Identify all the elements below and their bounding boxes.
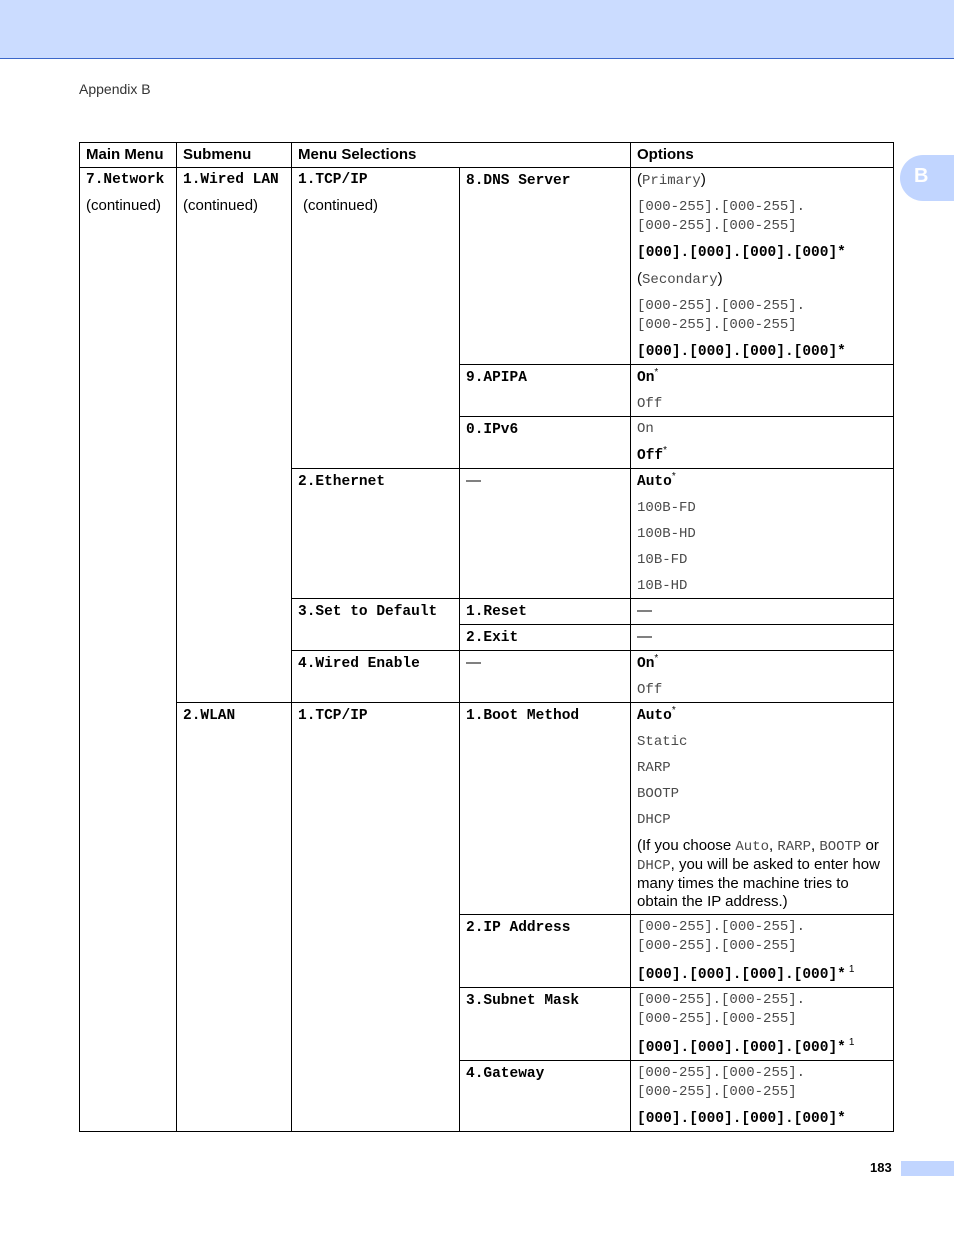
- header-main-menu: Main Menu: [80, 143, 177, 168]
- top-band: [0, 0, 954, 59]
- table-row: [80, 168, 894, 365]
- option-static: Static: [637, 734, 688, 750]
- selection-gateway: 4.Gateway: [466, 1066, 545, 1082]
- boot-method-note: (If you choose Auto, RARP, BOOTP or DHCP, you will be asked to enter how many times the machine tries to obtain the IP address.): [637, 837, 880, 910]
- selection-ethernet: 2.Ethernet: [298, 474, 386, 490]
- exit-options-cell: [631, 625, 894, 651]
- wlan-selection-cell: [292, 703, 460, 1132]
- reset-cell: [460, 599, 631, 625]
- selection-dns-server: 8.DNS Server: [466, 173, 571, 189]
- selection-tcpip: 1.TCP/IP: [298, 172, 368, 188]
- header-submenu: Submenu: [177, 143, 292, 168]
- submenu-wlan-cell: [177, 703, 292, 1132]
- option-dhcp: DHCP: [637, 812, 671, 828]
- apipa-cell: [460, 365, 631, 417]
- option-off-default: Off*: [637, 445, 668, 464]
- selection-wlan-tcpip: 1.TCP/IP: [298, 708, 368, 724]
- subnet-range-1: [000-255].[000-255].: [637, 992, 806, 1008]
- gateway-range-2: [000-255].[000-255]: [637, 1084, 797, 1100]
- dns-server-cell: [460, 168, 631, 365]
- subnet-default: [000].[000].[000].[000]* $^1$: [637, 1037, 855, 1056]
- main-menu-network: 7.Network: [86, 172, 165, 188]
- header-options: Options: [631, 143, 894, 168]
- option-bootp: BOOTP: [637, 786, 680, 802]
- option-off: Off: [637, 682, 663, 698]
- header-menu-selections: Menu Selections: [292, 143, 631, 168]
- selection-exit: 2.Exit: [466, 630, 519, 646]
- table-row: [80, 703, 894, 915]
- option-off: Off: [637, 396, 663, 412]
- gateway-range-1: [000-255].[000-255].: [637, 1065, 806, 1081]
- option-10b-hd: 10B-HD: [637, 578, 688, 594]
- dns-secondary-label: (Secondary): [637, 270, 723, 288]
- option-100b-hd: 100B-HD: [637, 526, 696, 542]
- continued-label: (continued): [86, 197, 162, 214]
- wired-enable-cell: [292, 651, 460, 703]
- running-header: Appendix B: [79, 81, 151, 97]
- selection-cell: [292, 168, 460, 469]
- ethernet-cell: [292, 469, 460, 599]
- dns-primary-default: [000].[000].[000].[000]*: [637, 245, 846, 261]
- dash-mark: —: [466, 472, 481, 489]
- gateway-default: [000].[000].[000].[000]*: [637, 1111, 846, 1127]
- continued-label: (continued): [183, 197, 259, 214]
- gateway-options-cell: [631, 1061, 894, 1132]
- selection-reset: 1.Reset: [466, 604, 527, 620]
- wired-enable-options-cell: [631, 651, 894, 703]
- menu-table: [79, 142, 894, 1132]
- dns-primary-range-1: [000-255].[000-255].: [637, 199, 806, 215]
- selection-set-to-default: 3.Set to Default: [298, 604, 438, 620]
- ipv6-options-cell: [631, 417, 894, 469]
- ip-default: [000].[000].[000].[000]* $^1$: [637, 964, 855, 983]
- submenu-wlan: 2.WLAN: [183, 708, 236, 724]
- dns-secondary-range-1: [000-255].[000-255].: [637, 298, 806, 314]
- boot-options-cell: [631, 703, 894, 915]
- option-100b-fd: 100B-FD: [637, 500, 696, 516]
- page-number: 183: [870, 1160, 892, 1175]
- subnet-mask-options-cell: [631, 988, 894, 1061]
- ip-address-options-cell: [631, 915, 894, 988]
- option-on: On: [637, 421, 654, 437]
- option-10b-fd: 10B-FD: [637, 552, 688, 568]
- dns-secondary-default: [000].[000].[000].[000]*: [637, 344, 846, 360]
- dash-mark: —: [637, 628, 653, 645]
- continued-label: (continued): [303, 197, 379, 214]
- table-header-row: [80, 143, 894, 168]
- dns-secondary-range-2: [000-255].[000-255]: [637, 317, 797, 333]
- selection-ip-address: 2.IP Address: [466, 920, 571, 936]
- gateway-cell: [460, 1061, 631, 1132]
- ip-range-1: [000-255].[000-255].: [637, 919, 806, 935]
- set-default-cell: [292, 599, 460, 651]
- ip-address-cell: [460, 915, 631, 988]
- ethernet-sub-cell: [460, 469, 631, 599]
- wired-enable-sub-cell: [460, 651, 631, 703]
- appendix-tab: [900, 155, 954, 201]
- dash-mark: —: [637, 602, 653, 619]
- selection-subnet-mask: 3.Subnet Mask: [466, 993, 580, 1009]
- selection-ipv6: 0.IPv6: [466, 422, 519, 438]
- appendix-tab-letter: B: [914, 165, 929, 187]
- selection-wired-enable: 4.Wired Enable: [298, 656, 420, 672]
- selection-boot-method: 1.Boot Method: [466, 708, 580, 724]
- option-on-default: On*: [637, 367, 659, 386]
- option-on-default: On*: [637, 653, 659, 672]
- reset-options-cell: [631, 599, 894, 625]
- ethernet-options-cell: [631, 469, 894, 599]
- dns-primary-range-2: [000-255].[000-255]: [637, 218, 797, 234]
- ip-range-2: [000-255].[000-255]: [637, 938, 797, 954]
- option-rarp: RARP: [637, 760, 671, 776]
- dash-mark: —: [466, 654, 481, 671]
- option-auto-default: Auto*: [637, 471, 676, 490]
- exit-cell: [460, 625, 631, 651]
- subnet-range-2: [000-255].[000-255]: [637, 1011, 797, 1027]
- boot-method-cell: [460, 703, 631, 915]
- option-auto-default: Auto*: [637, 705, 676, 724]
- main-menu-cell: [80, 168, 177, 1132]
- dns-primary-label: (Primary): [637, 171, 706, 189]
- apipa-options-cell: [631, 365, 894, 417]
- page-number-bar: [901, 1161, 954, 1176]
- submenu-cell: [177, 168, 292, 703]
- subnet-mask-cell: [460, 988, 631, 1061]
- selection-apipa: 9.APIPA: [466, 370, 527, 386]
- submenu-wired-lan: 1.Wired LAN: [183, 172, 279, 188]
- dns-options-cell: [631, 168, 894, 365]
- ipv6-cell: [460, 417, 631, 469]
